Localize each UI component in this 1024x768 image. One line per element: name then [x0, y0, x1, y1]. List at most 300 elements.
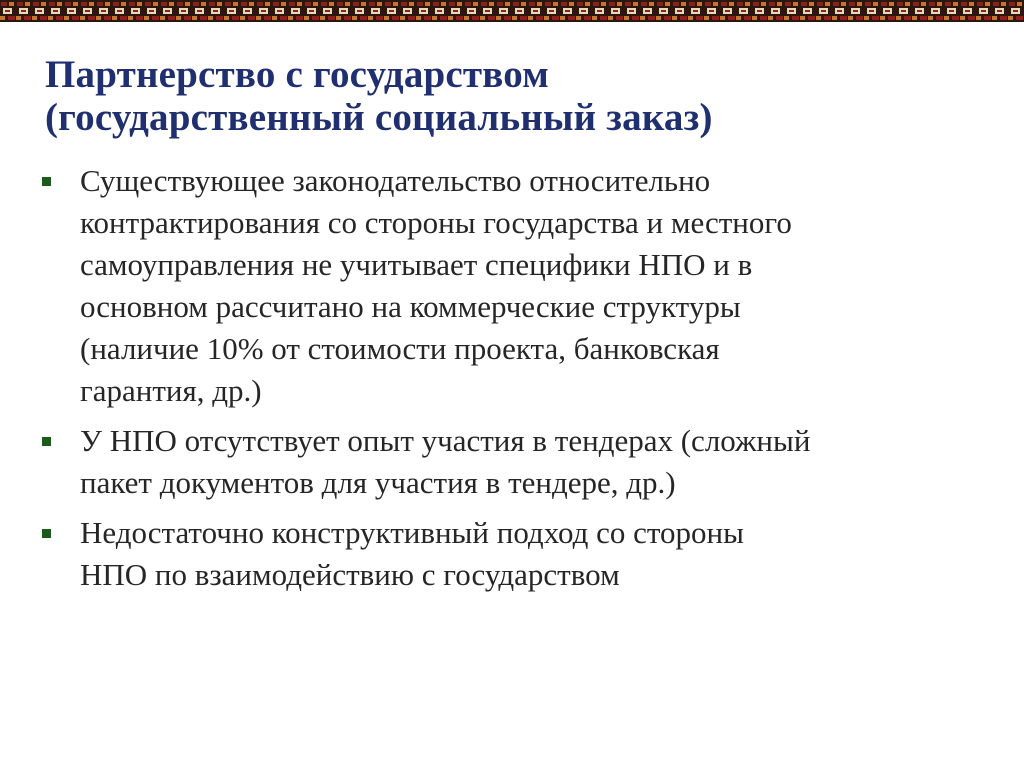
slide-title-line-1: Партнерство с государством — [45, 53, 549, 97]
band-motif — [976, 16, 981, 20]
band-motif — [265, 2, 270, 6]
band-motif — [600, 16, 607, 20]
band-motif — [405, 10, 410, 12]
band-motif — [472, 16, 479, 20]
band-motif — [56, 16, 63, 20]
band-motif — [688, 16, 693, 20]
bullet-text-line: (наличие 10% от стоимости проекта, банковская — [80, 331, 720, 366]
bullet-item-approach — [0, 512, 1024, 596]
bullet-text-line: Недостаточно конструктивный подход со стороны — [80, 515, 744, 550]
band-motif — [805, 10, 810, 12]
band-motif — [949, 10, 954, 12]
band-motif — [997, 10, 1002, 12]
band-motif — [40, 16, 47, 20]
band-motif — [457, 2, 462, 6]
band-motif — [680, 16, 687, 20]
band-motif — [968, 16, 975, 20]
band-motif — [629, 10, 634, 12]
band-motif — [304, 16, 309, 20]
square-bullet-icon — [42, 529, 51, 538]
band-motif — [25, 2, 30, 6]
band-motif — [261, 10, 266, 12]
band-motif — [121, 2, 126, 6]
band-motif — [981, 10, 986, 12]
band-motif — [81, 2, 87, 6]
band-motif — [453, 10, 458, 12]
band-motif — [137, 2, 142, 6]
band-motif — [240, 16, 245, 20]
square-bullet-icon — [42, 437, 51, 446]
band-motif — [145, 2, 151, 6]
band-motif — [449, 2, 455, 6]
band-motif — [480, 16, 485, 20]
band-motif — [689, 2, 695, 6]
band-motif — [328, 16, 335, 20]
band-motif — [193, 2, 199, 6]
band-motif — [89, 2, 94, 6]
band-motif — [293, 10, 298, 12]
band-motif — [376, 16, 383, 20]
ornament-pattern — [0, 0, 1024, 22]
band-motif — [256, 16, 261, 20]
band-motif — [117, 10, 122, 12]
band-motif — [233, 2, 238, 6]
band-motif — [201, 2, 206, 6]
band-motif — [504, 16, 511, 20]
band-motif — [96, 16, 101, 20]
band-motif — [48, 16, 53, 20]
band-motif — [616, 16, 623, 20]
band-motif — [1009, 2, 1015, 6]
bullet-list — [0, 160, 1024, 604]
band-motif — [713, 2, 718, 6]
band-motif — [488, 16, 495, 20]
band-motif — [229, 10, 234, 12]
band-motif — [808, 16, 815, 20]
band-motif — [725, 10, 730, 12]
band-motif — [432, 16, 437, 20]
band-motif — [361, 2, 366, 6]
band-motif — [757, 10, 762, 12]
band-motif — [933, 10, 938, 12]
band-motif — [345, 2, 350, 6]
band-motif — [489, 2, 494, 6]
band-motif — [177, 2, 183, 6]
band-motif — [801, 2, 807, 6]
band-motif — [824, 16, 831, 20]
band-motif — [1013, 10, 1018, 12]
band-motif — [192, 16, 197, 20]
band-motif — [965, 10, 970, 12]
band-motif — [896, 16, 901, 20]
band-motif — [945, 2, 951, 6]
band-motif — [864, 16, 869, 20]
band-motif — [657, 2, 663, 6]
band-motif — [960, 16, 965, 20]
band-motif — [129, 2, 135, 6]
band-motif — [368, 16, 373, 20]
band-motif — [152, 16, 159, 20]
band-motif — [392, 16, 399, 20]
band-motif — [792, 16, 799, 20]
band-motif — [41, 2, 46, 6]
band-motif — [1001, 2, 1006, 6]
band-motif — [208, 16, 213, 20]
band-motif — [545, 2, 551, 6]
band-motif — [176, 16, 181, 20]
band-motif — [585, 2, 590, 6]
band-motif — [672, 16, 677, 20]
band-motif — [520, 16, 527, 20]
band-motif — [232, 16, 239, 20]
band-motif — [501, 10, 506, 12]
band-motif — [744, 16, 751, 20]
band-motif — [741, 10, 746, 12]
band-motif — [352, 16, 357, 20]
band-motif — [872, 16, 879, 20]
band-motif — [336, 16, 341, 20]
band-motif — [224, 16, 229, 20]
band-motif — [53, 10, 58, 12]
bullet-text-line: Существующее законодательство относительно — [80, 163, 711, 198]
band-motif — [280, 16, 287, 20]
band-motif — [856, 16, 863, 20]
band-motif — [969, 2, 974, 6]
band-motif — [869, 10, 874, 12]
band-motif — [760, 16, 767, 20]
band-motif — [789, 10, 794, 12]
band-motif — [312, 16, 319, 20]
band-motif — [17, 2, 23, 6]
band-motif — [321, 2, 327, 6]
band-motif — [809, 2, 814, 6]
band-motif — [928, 16, 933, 20]
band-motif — [929, 2, 935, 6]
band-motif — [537, 2, 542, 6]
band-motif — [120, 16, 127, 20]
band-motif — [901, 10, 906, 12]
band-motif — [821, 10, 826, 12]
band-motif — [197, 10, 202, 12]
band-motif — [385, 2, 391, 6]
band-motif — [632, 16, 639, 20]
band-motif — [961, 2, 967, 6]
band-motif — [729, 2, 734, 6]
band-motif — [728, 16, 735, 20]
band-motif — [568, 16, 575, 20]
band-motif — [161, 2, 167, 6]
band-motif — [704, 16, 709, 20]
band-motif — [128, 16, 133, 20]
band-motif — [776, 16, 783, 20]
band-motif — [185, 2, 190, 6]
band-motif — [389, 10, 394, 12]
band-motif — [840, 16, 847, 20]
band-motif — [409, 2, 414, 6]
band-motif — [552, 16, 559, 20]
band-motif — [65, 2, 71, 6]
band-motif — [441, 2, 446, 6]
band-motif — [608, 16, 613, 20]
band-motif — [337, 2, 343, 6]
band-motif — [897, 2, 903, 6]
band-motif — [536, 16, 543, 20]
band-motif — [885, 10, 890, 12]
band-motif — [105, 2, 110, 6]
band-motif — [1016, 16, 1023, 20]
band-motif — [745, 2, 750, 6]
band-motif — [16, 16, 21, 20]
band-motif — [272, 16, 277, 20]
band-motif — [837, 10, 842, 12]
band-motif — [369, 2, 375, 6]
band-motif — [213, 10, 218, 12]
band-motif — [592, 16, 597, 20]
band-motif — [481, 2, 487, 6]
band-motif — [136, 16, 143, 20]
band-motif — [761, 2, 766, 6]
band-motif — [384, 16, 389, 20]
band-motif — [505, 2, 510, 6]
band-motif — [421, 10, 426, 12]
band-motif — [448, 16, 453, 20]
band-motif — [561, 2, 567, 6]
band-motif — [528, 16, 533, 20]
band-motif — [49, 2, 55, 6]
band-motif — [433, 2, 439, 6]
band-motif — [113, 2, 119, 6]
bullet-item-tenders — [0, 420, 1024, 504]
bullet-text-line: основном рассчитано на коммерческие структуры — [80, 289, 741, 324]
band-motif — [912, 16, 917, 20]
band-motif — [216, 16, 223, 20]
band-motif — [833, 2, 839, 6]
band-motif — [633, 2, 638, 6]
band-motif — [416, 16, 421, 20]
bullet-text-line: самоуправления не учитывает специфики НПО и в — [80, 247, 753, 282]
band-motif — [417, 2, 423, 6]
band-motif — [665, 2, 670, 6]
band-motif — [97, 2, 103, 6]
band-motif — [497, 2, 503, 6]
band-motif — [169, 2, 174, 6]
band-motif — [993, 2, 999, 6]
band-motif — [664, 16, 671, 20]
band-motif — [464, 16, 469, 20]
band-motif — [341, 10, 346, 12]
band-motif — [544, 16, 549, 20]
band-motif — [21, 10, 26, 12]
band-motif — [473, 2, 478, 6]
band-motif — [816, 16, 821, 20]
band-motif — [513, 2, 519, 6]
band-motif — [241, 2, 247, 6]
band-motif — [181, 10, 186, 12]
band-motif — [64, 16, 69, 20]
band-motif — [168, 16, 175, 20]
band-motif — [576, 16, 581, 20]
band-motif — [984, 16, 991, 20]
band-motif — [584, 16, 591, 20]
bullet-text-line: гарантия, др.) — [80, 373, 262, 408]
band-motif — [88, 16, 95, 20]
band-motif — [697, 2, 702, 6]
band-motif — [681, 2, 686, 6]
band-motif — [9, 2, 14, 6]
band-motif — [288, 16, 293, 20]
band-motif — [553, 2, 558, 6]
slide-title-line-2: (государственный социальный заказ) — [45, 96, 713, 140]
band-motif — [785, 2, 791, 6]
band-motif — [645, 10, 650, 12]
band-motif — [1000, 16, 1007, 20]
band-motif — [149, 10, 154, 12]
band-motif — [360, 16, 367, 20]
band-motif — [425, 2, 430, 6]
band-motif — [673, 2, 679, 6]
band-motif — [264, 16, 271, 20]
band-motif — [888, 16, 895, 20]
band-motif — [529, 2, 535, 6]
band-motif — [296, 16, 303, 20]
band-motif — [153, 2, 158, 6]
band-motif — [753, 2, 759, 6]
band-motif — [5, 10, 10, 12]
bullet-text-line: НПО по взаимодействию с государством — [80, 557, 620, 592]
band-motif — [709, 10, 714, 12]
band-motif — [769, 2, 775, 6]
band-motif — [777, 2, 782, 6]
band-motif — [640, 16, 645, 20]
band-motif — [325, 10, 330, 12]
band-motif — [953, 2, 958, 6]
band-motif — [977, 2, 983, 6]
ornamental-header-band — [0, 0, 1024, 22]
band-motif — [721, 2, 727, 6]
band-motif — [225, 2, 231, 6]
band-motif — [577, 2, 583, 6]
band-motif — [408, 16, 415, 20]
bullet-item-legislation — [0, 160, 1024, 412]
band-motif — [848, 16, 853, 20]
band-motif — [485, 10, 490, 12]
band-motif — [569, 2, 574, 6]
band-motif — [841, 2, 846, 6]
band-motif — [160, 16, 165, 20]
band-motif — [560, 16, 565, 20]
band-motif — [533, 10, 538, 12]
band-motif — [0, 16, 5, 20]
band-motif — [8, 16, 15, 20]
band-motif — [144, 16, 149, 20]
band-motif — [913, 2, 919, 6]
band-motif — [353, 2, 359, 6]
band-motif — [517, 10, 522, 12]
band-motif — [257, 2, 263, 6]
slide-title — [45, 53, 985, 139]
band-motif — [832, 16, 837, 20]
band-motif — [920, 16, 927, 20]
band-motif — [881, 2, 887, 6]
band-motif — [273, 2, 279, 6]
band-motif — [917, 10, 922, 12]
band-motif — [648, 16, 655, 20]
band-motif — [72, 16, 79, 20]
band-motif — [853, 10, 858, 12]
band-motif — [661, 10, 666, 12]
band-motif — [817, 2, 823, 6]
band-motif — [825, 2, 830, 6]
bullet-text-line: контрактирования со стороны государства и местного — [80, 205, 792, 240]
band-motif — [737, 2, 743, 6]
band-motif — [456, 16, 463, 20]
band-motif — [793, 2, 798, 6]
band-motif — [693, 10, 698, 12]
band-motif — [512, 16, 517, 20]
band-motif — [857, 2, 862, 6]
band-motif — [952, 16, 959, 20]
band-motif — [165, 10, 170, 12]
band-motif — [944, 16, 949, 20]
band-motif — [209, 2, 215, 6]
band-motif — [1008, 16, 1013, 20]
band-motif — [401, 2, 407, 6]
band-motif — [289, 2, 295, 6]
band-motif — [357, 10, 362, 12]
band-motif — [613, 10, 618, 12]
band-motif — [80, 16, 85, 20]
band-motif — [320, 16, 325, 20]
band-motif — [937, 2, 942, 6]
band-motif — [565, 10, 570, 12]
band-motif — [248, 16, 255, 20]
band-motif — [344, 16, 351, 20]
band-motif — [437, 10, 442, 12]
band-motif — [281, 2, 286, 6]
band-motif — [313, 2, 318, 6]
band-motif — [880, 16, 885, 20]
band-motif — [656, 16, 661, 20]
band-motif — [33, 2, 39, 6]
bullet-text-line: пакет документов для участия в тендере, др.) — [80, 465, 676, 500]
band-motif — [496, 16, 501, 20]
band-motif — [305, 2, 311, 6]
band-motif — [736, 16, 741, 20]
band-motif — [768, 16, 773, 20]
band-motif — [373, 10, 378, 12]
band-motif — [521, 2, 526, 6]
band-motif — [904, 16, 911, 20]
band-motif — [465, 2, 471, 6]
band-motif — [112, 16, 117, 20]
band-motif — [601, 2, 606, 6]
band-motif — [309, 10, 314, 12]
band-motif — [921, 2, 926, 6]
band-motif — [24, 16, 31, 20]
band-motif — [800, 16, 805, 20]
band-motif — [625, 2, 631, 6]
band-motif — [400, 16, 405, 20]
band-motif — [73, 2, 78, 6]
band-motif — [752, 16, 757, 20]
band-motif — [865, 2, 871, 6]
band-motif — [32, 16, 37, 20]
band-motif — [677, 10, 682, 12]
band-motif — [696, 16, 703, 20]
band-motif — [329, 2, 334, 6]
band-motif — [784, 16, 789, 20]
band-motif — [720, 16, 725, 20]
